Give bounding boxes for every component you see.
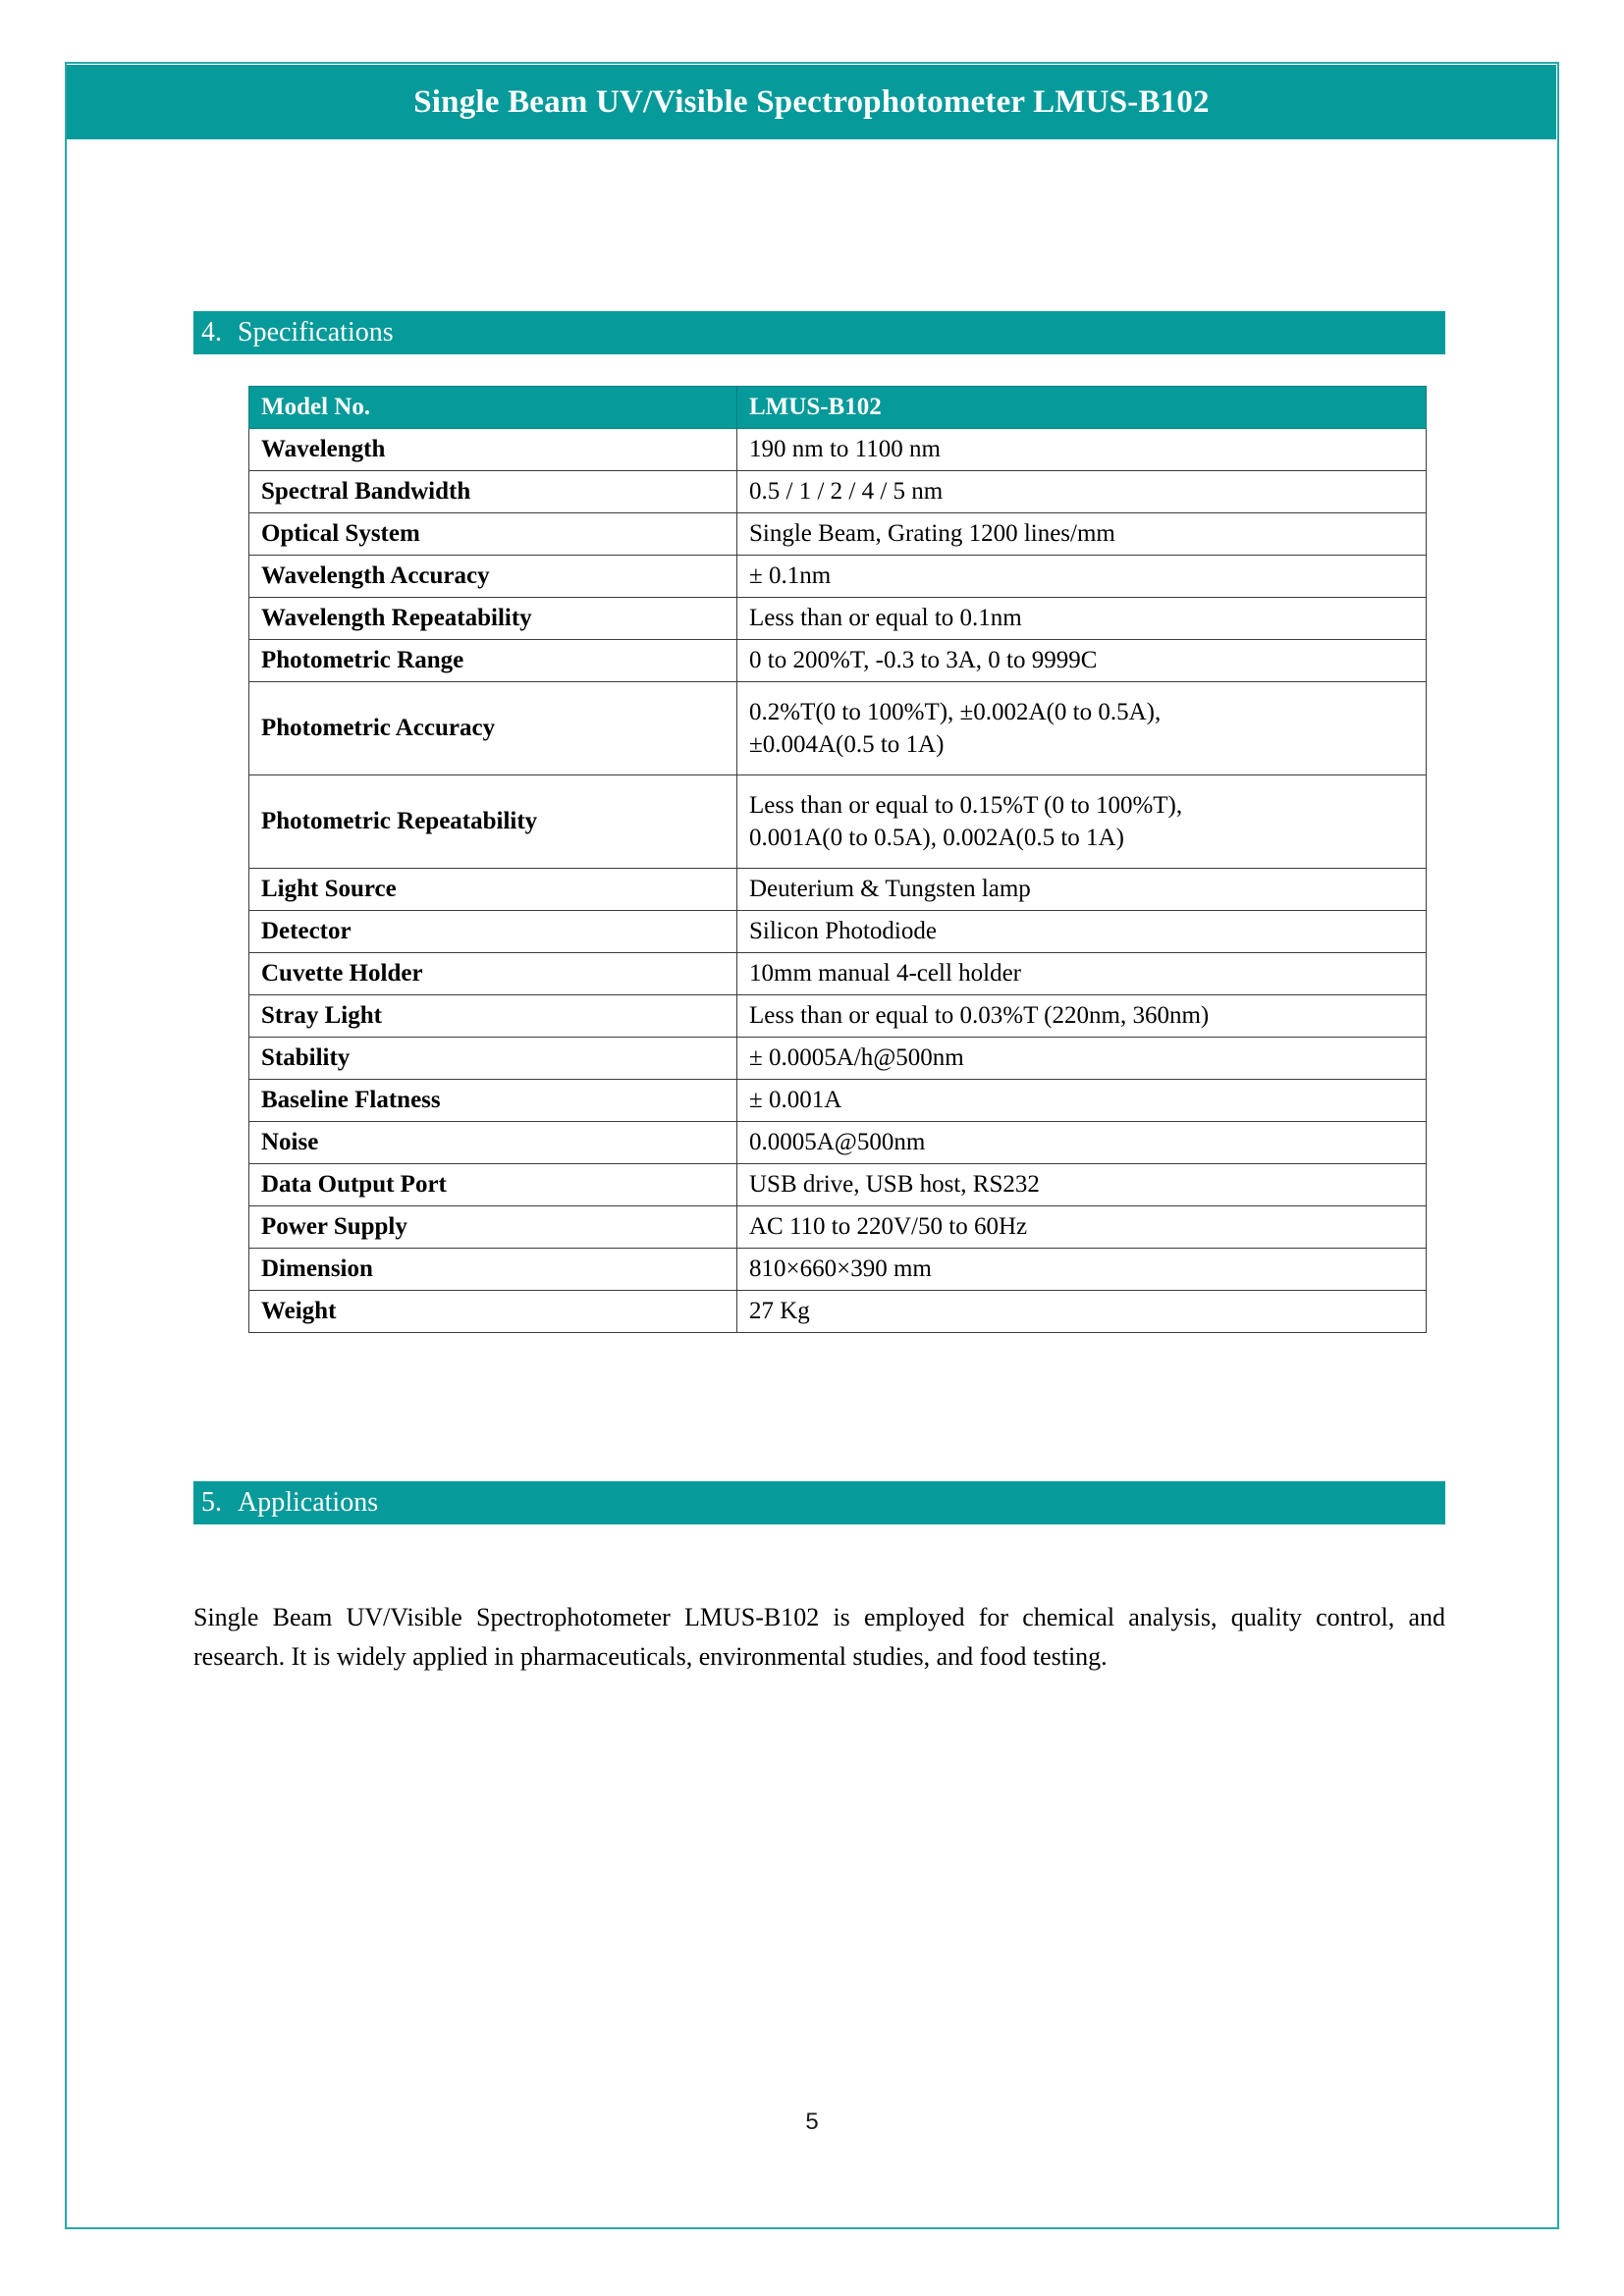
table-cell-label: Noise — [249, 1122, 737, 1164]
table-cell-label: Stability — [249, 1038, 737, 1080]
table-row — [249, 1038, 1427, 1080]
page-number: 5 — [805, 2109, 819, 2135]
table-cell-label: Weight — [249, 1291, 737, 1333]
table-cell-value: 0.5 / 1 / 2 / 4 / 5 nm — [737, 471, 1427, 513]
table-cell-value — [737, 682, 1427, 775]
table-row — [249, 556, 1427, 598]
table-cell-value: Single Beam, Grating 1200 lines/mm — [737, 513, 1427, 556]
table-row — [249, 429, 1427, 471]
table-cell-value: 810×660×390 mm — [737, 1249, 1427, 1291]
table-cell-label: Detector — [249, 911, 737, 953]
table-cell-label: Wavelength — [249, 429, 737, 471]
table-cell-label: Photometric Repeatability — [249, 775, 737, 869]
table-cell-value-line: 0.2%T(0 to 100%T), ±0.002A(0 to 0.5A), — [749, 698, 1162, 725]
table-cell-label: Wavelength Repeatability — [249, 598, 737, 640]
table-cell-label: Photometric Accuracy — [249, 682, 737, 775]
table-cell-label: Light Source — [249, 869, 737, 911]
table-row — [249, 1122, 1427, 1164]
table-cell-value: ± 0.0005A/h@500nm — [737, 1038, 1427, 1080]
table-row — [249, 682, 1427, 775]
table-cell-label: Dimension — [249, 1249, 737, 1291]
table-cell-value: ± 0.1nm — [737, 556, 1427, 598]
table-row — [249, 1080, 1427, 1122]
table-cell-value: AC 110 to 220V/50 to 60Hz — [737, 1206, 1427, 1249]
table-row — [249, 869, 1427, 911]
table-row — [249, 1206, 1427, 1249]
section-header-applications — [193, 1481, 1445, 1524]
applications-paragraph: Single Beam UV/Visible Spectrophotometer LMUS-B102 is employed for chemical analysis, quality control, and research. It is widely applied in pharmaceuticals, environmental studies, and food testing. — [193, 1603, 1445, 1671]
table-cell-value: ± 0.001A — [737, 1080, 1427, 1122]
table-cell-value: 0.0005A@500nm — [737, 1122, 1427, 1164]
table-cell-label: Photometric Range — [249, 640, 737, 682]
table-cell-value: 0 to 200%T, -0.3 to 3A, 0 to 9999C — [737, 640, 1427, 682]
table-row — [249, 513, 1427, 556]
table-cell-label: Power Supply — [249, 1206, 737, 1249]
section-number-applications: 5. — [201, 1487, 222, 1518]
table-cell-value-line: ±0.004A(0.5 to 1A) — [749, 731, 945, 758]
specifications-table-container — [248, 386, 1426, 1333]
table-cell-value: 10mm manual 4-cell holder — [737, 953, 1427, 995]
document-title: Single Beam UV/Visible Spectrophotometer LMUS-B102 — [413, 83, 1210, 120]
table-cell-value — [737, 775, 1427, 869]
table-cell-label: Spectral Bandwidth — [249, 471, 737, 513]
table-cell-value: Deuterium & Tungsten lamp — [737, 869, 1427, 911]
table-cell-value: 190 nm to 1100 nm — [737, 429, 1427, 471]
table-cell-value: Silicon Photodiode — [737, 911, 1427, 953]
table-cell-value-line: 0.001A(0 to 0.5A), 0.002A(0.5 to 1A) — [749, 825, 1124, 851]
specifications-table — [248, 386, 1427, 1333]
table-cell-label: Wavelength Accuracy — [249, 556, 737, 598]
table-row — [249, 775, 1427, 869]
table-row — [249, 471, 1427, 513]
table-cell-value: Less than or equal to 0.1nm — [737, 598, 1427, 640]
section-number-specifications: 4. — [201, 317, 222, 347]
section-title-applications: Applications — [238, 1487, 379, 1518]
table-row — [249, 1249, 1427, 1291]
section-title-specifications: Specifications — [238, 317, 394, 347]
table-cell-label: Stray Light — [249, 995, 737, 1038]
table-cell-value: USB drive, USB host, RS232 — [737, 1164, 1427, 1206]
table-row — [249, 598, 1427, 640]
table-header-label: Model No. — [249, 387, 737, 429]
table-row — [249, 1164, 1427, 1206]
table-header-value: LMUS-B102 — [737, 387, 1427, 429]
table-row — [249, 953, 1427, 995]
table-cell-label: Baseline Flatness — [249, 1080, 737, 1122]
table-cell-label: Data Output Port — [249, 1164, 737, 1206]
table-cell-value: Less than or equal to 0.03%T (220nm, 360nm) — [737, 995, 1427, 1038]
table-row — [249, 911, 1427, 953]
table-row — [249, 995, 1427, 1038]
table-row — [249, 1291, 1427, 1333]
table-cell-label: Cuvette Holder — [249, 953, 737, 995]
table-cell-value: 27 Kg — [737, 1291, 1427, 1333]
table-cell-value-line: Less than or equal to 0.15%T (0 to 100%T), — [749, 791, 1183, 819]
section-header-specifications — [193, 311, 1445, 354]
document-title-banner — [67, 65, 1556, 139]
table-header-row — [249, 387, 1427, 429]
table-cell-label: Optical System — [249, 513, 737, 556]
table-row — [249, 640, 1427, 682]
